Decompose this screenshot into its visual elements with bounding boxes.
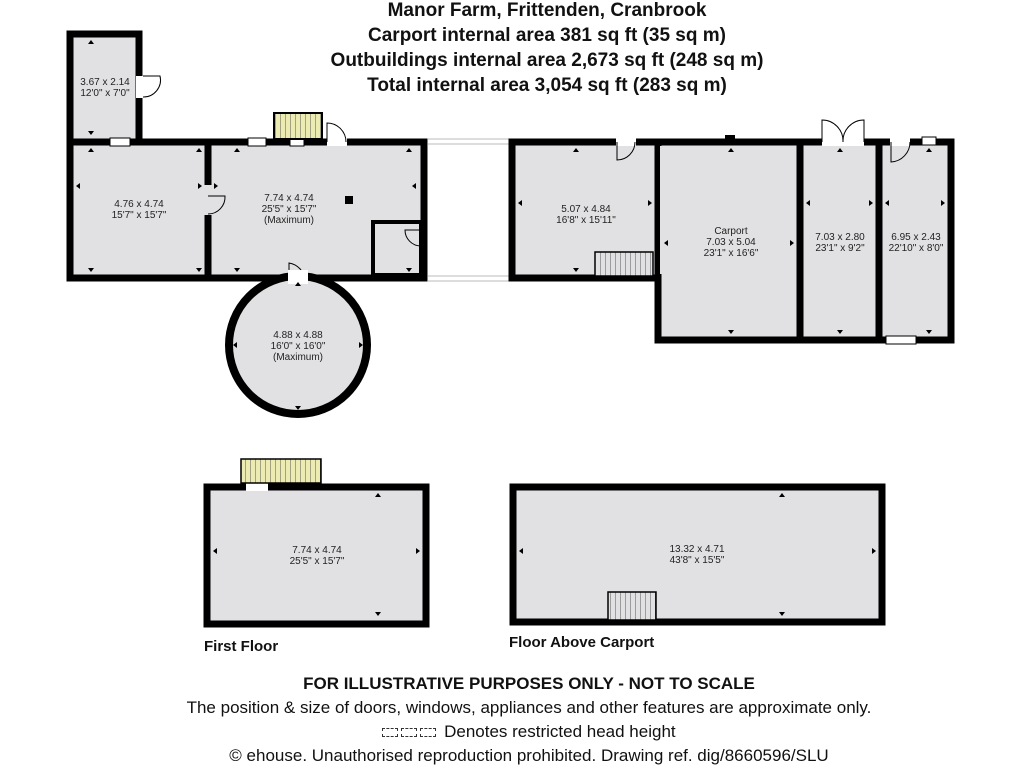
round-room-metric: 4.88 x 4.88 (273, 330, 323, 341)
restricted-height-swatch-2 (401, 728, 417, 737)
small-store-imperial: 12'0" x 7'0" (80, 88, 130, 99)
disclaimer-text: The position & size of doors, windows, appliances and other features are approximate only. (186, 698, 872, 717)
carport-area: Carport internal area 381 sq ft (35 sq m) (368, 25, 726, 46)
small-store-metric: 3.67 x 2.14 (80, 77, 130, 88)
above-carport-label: Floor Above Carport (509, 634, 655, 651)
stairs-carport (595, 252, 653, 276)
first-floor-label: First Floor (204, 638, 279, 655)
room-a-imperial: 15'7" x 15'7" (111, 210, 167, 221)
bay-1-metric: 7.03 x 2.80 (815, 232, 865, 243)
stairs-above-carport (608, 592, 656, 620)
stairs-ground (274, 113, 322, 139)
first-floor-imperial: 25'5" x 15'7" (289, 556, 345, 567)
above-carport-plan (513, 487, 882, 622)
plan-title: Manor Farm, Frittenden, Cranbrook (387, 0, 707, 21)
round-room-note: (Maximum) (273, 352, 323, 363)
open-passage (428, 139, 510, 281)
bay-2-imperial: 22'10" x 8'0" (888, 243, 944, 254)
above-carport-metric: 13.32 x 4.71 (669, 544, 725, 555)
outbuilding-right (512, 120, 951, 344)
copyright: © ehouse. Unauthorised reproduction prohibited. Drawing ref. dig/8660596/SLU (229, 746, 829, 765)
stairs-first-floor (241, 459, 321, 483)
room-b-metric: 7.74 x 4.74 (264, 193, 314, 204)
restricted-height-swatch-3 (420, 728, 436, 737)
first-floor-plan (207, 459, 426, 624)
legend-text: Denotes restricted head height (444, 722, 676, 741)
carport-imperial: 23'1" x 16'6" (703, 248, 759, 259)
room-b-imperial: 25'5" x 15'7" (261, 204, 317, 215)
room-c-imperial: 16'8" x 15'11" (556, 215, 616, 226)
first-floor-metric: 7.74 x 4.74 (292, 545, 342, 556)
disclaimer-heading: FOR ILLUSTRATIVE PURPOSES ONLY - NOT TO SCALE (303, 674, 755, 693)
carport-metric: 7.03 x 5.04 (706, 237, 756, 248)
above-carport-imperial: 43'8" x 15'5" (669, 555, 725, 566)
room-b-note: (Maximum) (264, 215, 314, 226)
legend-row (0, 722, 1024, 742)
room-a-metric: 4.76 x 4.74 (114, 199, 164, 210)
round-room-imperial: 16'0" x 16'0" (270, 341, 326, 352)
restricted-height-swatch (382, 728, 398, 737)
bay-2-metric: 6.95 x 2.43 (891, 232, 941, 243)
total-area: Total internal area 3,054 sq ft (283 sq m) (367, 75, 727, 96)
carport-name: Carport (714, 226, 748, 237)
outbuilding-left (70, 34, 424, 414)
room-c-metric: 5.07 x 4.84 (561, 204, 611, 215)
outbuildings-area: Outbuildings internal area 2,673 sq ft (248 sq m) (330, 50, 764, 71)
bay-1-imperial: 23'1" x 9'2" (815, 243, 865, 254)
